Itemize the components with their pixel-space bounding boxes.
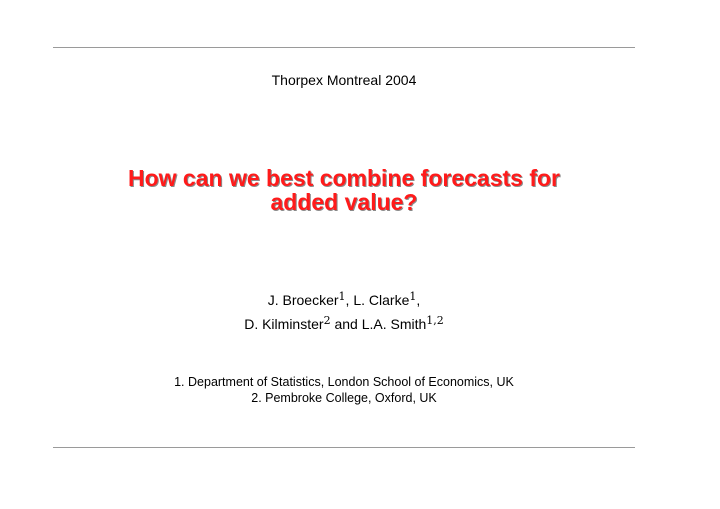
author-line-2 <box>0 312 688 336</box>
author-separator: , <box>416 292 421 308</box>
author-list <box>0 288 688 336</box>
title-line-2: added value? <box>270 189 418 215</box>
slide-title <box>0 166 688 214</box>
title-line-1: How can we best combine forecasts for <box>127 165 560 191</box>
affiliation-2: 2. Pembroke College, Oxford, UK <box>251 391 437 405</box>
affiliation-list <box>0 374 688 406</box>
author-name: L. Clarke <box>353 292 410 308</box>
affiliation-1: 1. Department of Statistics, London School of Economics, UK <box>174 375 514 389</box>
author-name: D. Kilminster <box>244 316 324 332</box>
author-affiliation-mark: 1 <box>338 290 346 303</box>
author-affiliation-mark: 2 <box>323 314 331 327</box>
author-separator: , <box>345 292 354 308</box>
author-name: J. Broecker <box>267 292 339 308</box>
author-affiliation-mark: 1,2 <box>426 314 444 327</box>
author-line-1 <box>0 288 688 312</box>
author-separator: and <box>330 316 362 332</box>
bottom-divider <box>53 447 635 448</box>
conference-name: Thorpex Montreal 2004 <box>271 72 417 88</box>
author-name: L.A. Smith <box>361 316 427 332</box>
top-divider <box>53 47 635 48</box>
author-affiliation-mark: 1 <box>409 290 417 303</box>
